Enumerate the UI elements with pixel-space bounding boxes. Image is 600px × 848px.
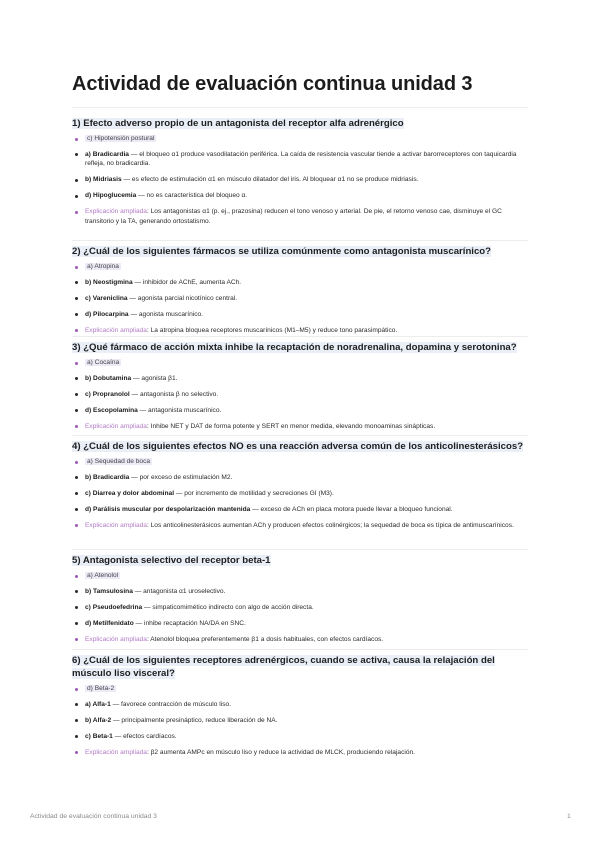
explanation: Explicación ampliada: β2 aumenta AMPc en músculo liso y reduce la actividad de MLCK, produciendo relajación. bbox=[72, 748, 528, 758]
option-item: c) Vareniclina — agonista parcial nicotínico central. bbox=[72, 294, 528, 304]
option-item: d) Metilfenidato — inhibe recaptación NA/DA en SNC. bbox=[72, 619, 528, 629]
question-2 bbox=[72, 240, 528, 341]
question-heading: 1) Efecto adverso propio de un antagonista del receptor alfa adrenérgico bbox=[72, 118, 404, 129]
options-list bbox=[72, 262, 528, 335]
explanation: Explicación ampliada: La atropina bloquea receptores muscarínicos (M1–M5) y reduce tono parasimpático. bbox=[72, 326, 528, 336]
page-title: Actividad de evaluación continua unidad 3 bbox=[72, 73, 473, 95]
correct-answer: a) Sequedad de boca bbox=[72, 457, 528, 467]
option-item: c) Pseudoefedrina — simpaticomimético indirecto con algo de acción directa. bbox=[72, 603, 528, 613]
title-divider bbox=[72, 107, 528, 108]
question-4 bbox=[72, 435, 528, 536]
question-heading: 6) ¿Cuál de los siguientes receptores adrenérgicos, cuando se activa, causa la relajación del músculo liso visceral? bbox=[72, 655, 495, 679]
option-item: d) Hipoglucemia — no es característica del bloqueo α. bbox=[72, 191, 528, 201]
options-list bbox=[72, 134, 528, 226]
correct-answer: a) Atropina bbox=[72, 262, 528, 272]
option-item: c) Diarrea y dolor abdominal — por incremento de motilidad y secreciones GI (M3). bbox=[72, 489, 528, 499]
options-list bbox=[72, 358, 528, 431]
explanation: Explicación ampliada: Atenolol bloquea preferentemente β1 a dosis habituales, con efectos cardíacos. bbox=[72, 635, 528, 645]
option-item: b) Bradicardia — por exceso de estimulación M2. bbox=[72, 473, 528, 483]
question-heading: 2) ¿Cuál de los siguientes fármacos se utiliza comúnmente como antagonista muscarínico? bbox=[72, 246, 492, 257]
explanation: Explicación ampliada: Inhibe NET y DAT de forma potente y SERT en menor medida, elevando monoaminas sinápticas. bbox=[72, 422, 528, 432]
option-item: c) Propranolol — antagonista β no selectivo. bbox=[72, 390, 528, 400]
option-item: a) Bradicardia — el bloqueo α1 produce vasodilatación periférica. La caída de resistencia vascular tiende a activar barorreceptores con taquicardia refleja, no bradicardia. bbox=[72, 150, 528, 169]
option-item: b) Midriasis — es efecto de estimulación α1 en músculo dilatador del iris. Al bloquear α1 no se produce midriasis. bbox=[72, 175, 528, 185]
options-list bbox=[72, 684, 528, 757]
explanation: Explicación ampliada: Los antagonistas α1 (p. ej., prazosina) reducen el tono venoso y arterial. De pie, el retorno venoso cae, disminuye el GC transitorio y la TA, generando ortostatismo. bbox=[72, 207, 528, 226]
option-item: d) Pilocarpina — agonista muscarínico. bbox=[72, 310, 528, 320]
footer-title: Actividad de evaluación continua unidad 3 bbox=[30, 813, 157, 820]
question-divider bbox=[72, 649, 528, 650]
option-item: b) Dobutamina — agonista β1. bbox=[72, 374, 528, 384]
explanation: Explicación ampliada: Los anticolinesterásicos aumentan ACh y producen efectos colinérgicos; la sequedad de boca es típica de antimuscarínicos. bbox=[72, 521, 528, 531]
options-list bbox=[72, 457, 528, 530]
correct-answer: c) Hipotensión postural bbox=[72, 134, 528, 144]
question-6 bbox=[72, 649, 528, 763]
correct-answer: a) Cocaína bbox=[72, 358, 528, 368]
correct-answer: d) Beta-2 bbox=[72, 684, 528, 694]
option-item: b) Tamsulosina — antagonista α1 uroselectivo. bbox=[72, 587, 528, 597]
question-5 bbox=[72, 549, 528, 650]
option-item: b) Neostigmina — inhibidor de AChE, aumenta ACh. bbox=[72, 278, 528, 288]
option-item: a) Alfa-1 — favorece contracción de músculo liso. bbox=[72, 700, 528, 710]
question-3 bbox=[72, 336, 528, 437]
option-item: c) Beta-1 — efectos cardíacos. bbox=[72, 732, 528, 742]
question-divider bbox=[72, 336, 528, 337]
question-heading: 5) Antagonista selectivo del receptor beta-1 bbox=[72, 555, 271, 566]
correct-answer: a) Atenolol bbox=[72, 571, 528, 581]
question-1 bbox=[72, 117, 528, 233]
options-list bbox=[72, 571, 528, 644]
question-divider bbox=[72, 435, 528, 436]
question-divider bbox=[72, 240, 528, 241]
page-number: 1 bbox=[567, 813, 571, 820]
question-heading: 4) ¿Cuál de los siguientes efectos NO es una reacción adversa común de los anticolinesterásicos? bbox=[72, 441, 524, 452]
question-divider bbox=[72, 549, 528, 550]
option-item: d) Escopolamina — antagonista muscarínico. bbox=[72, 406, 528, 416]
option-item: d) Parálisis muscular por despolarización mantenida — exceso de ACh en placa motora puede llevar a bloqueo funcional. bbox=[72, 505, 528, 515]
option-item: b) Alfa-2 — principalmente presináptico, reduce liberación de NA. bbox=[72, 716, 528, 726]
question-heading: 3) ¿Qué fármaco de acción mixta inhibe la recaptación de noradrenalina, dopamina y serotonina? bbox=[72, 342, 517, 353]
